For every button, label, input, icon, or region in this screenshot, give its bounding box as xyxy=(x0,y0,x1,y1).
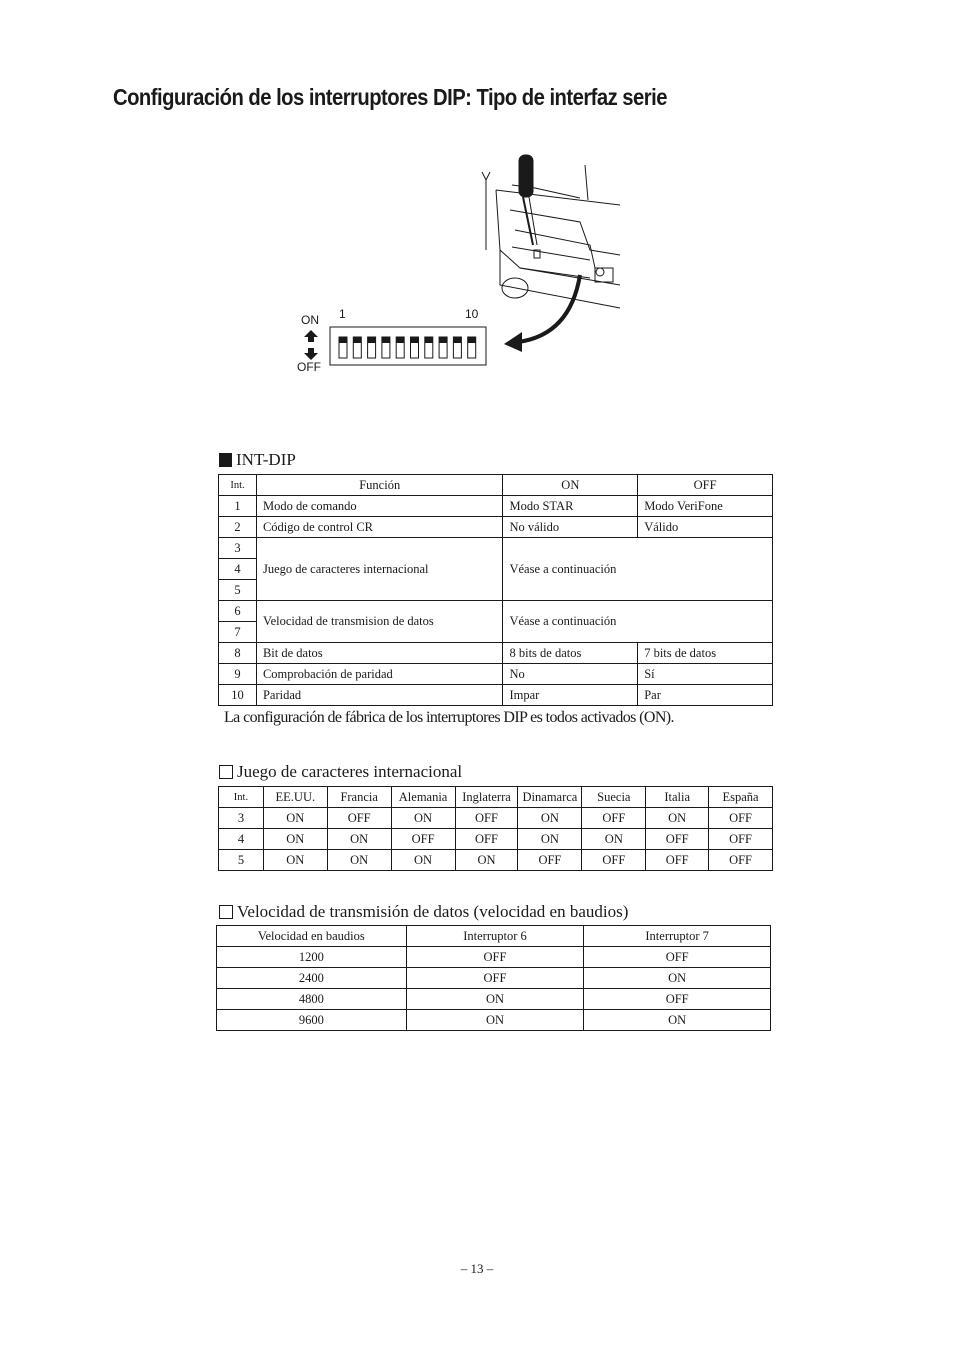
dip-switch-lever xyxy=(411,337,419,343)
table-header: Alemania xyxy=(391,787,455,808)
table-cell: 4 xyxy=(219,559,257,580)
table-row xyxy=(219,517,773,538)
dip-switch-lever xyxy=(339,337,347,343)
table-cell: 9600 xyxy=(217,1010,407,1031)
table-cell: ON xyxy=(327,850,391,871)
page-number: – 13 – xyxy=(460,1261,494,1276)
table-header-row xyxy=(219,475,773,496)
dip-switch-lever xyxy=(382,337,390,343)
table-header: España xyxy=(709,787,773,808)
table-header-row xyxy=(219,787,773,808)
table-header: Dinamarca xyxy=(518,787,582,808)
table-cell: Modo VeriFone xyxy=(638,496,773,517)
table-cell: 5 xyxy=(219,580,257,601)
table-cell: 10 xyxy=(219,685,257,706)
dip-switch-lever xyxy=(468,337,476,343)
table-row xyxy=(217,947,771,968)
table-header: Velocidad en baudios xyxy=(217,926,407,947)
filled-square-icon xyxy=(219,453,232,467)
table-cell: ON xyxy=(391,808,455,829)
page-title: Configuración de los interruptores DIP: Tipo de interfaz serie xyxy=(113,84,667,110)
charset-heading xyxy=(219,762,462,782)
table-cell: ON xyxy=(518,808,582,829)
table-cell: 7 xyxy=(219,622,257,643)
table-cell: ON xyxy=(406,989,584,1010)
dip-switch-lever xyxy=(453,337,461,343)
table-header: Int. xyxy=(219,475,257,496)
printer-dip-illustration xyxy=(290,150,630,380)
table-cell: OFF xyxy=(584,989,771,1010)
table-cell: Véase a continuación xyxy=(503,538,773,601)
table-header: ON xyxy=(503,475,638,496)
intdip-table xyxy=(218,474,773,706)
dip-switch-figure xyxy=(290,150,630,380)
table-cell: OFF xyxy=(406,947,584,968)
table-cell: Válido xyxy=(638,517,773,538)
table-cell: ON xyxy=(582,829,646,850)
table-row xyxy=(219,601,773,622)
table-cell: No válido xyxy=(503,517,638,538)
table-row xyxy=(219,685,773,706)
table-cell: ON xyxy=(584,1010,771,1031)
table-header: Francia xyxy=(327,787,391,808)
table-cell: ON xyxy=(327,829,391,850)
table-row xyxy=(219,496,773,517)
table-cell: 1200 xyxy=(217,947,407,968)
table-cell: Véase a continuación xyxy=(503,601,773,643)
table-cell: 8 xyxy=(219,643,257,664)
table-cell: Sí xyxy=(638,664,773,685)
table-row xyxy=(219,538,773,559)
table-header: Interruptor 6 xyxy=(406,926,584,947)
table-cell: Comprobación de paridad xyxy=(256,664,503,685)
table-cell: 2 xyxy=(219,517,257,538)
table-row xyxy=(219,850,773,871)
table-cell: OFF xyxy=(455,829,518,850)
on-label: ON xyxy=(301,313,319,327)
table-cell: Par xyxy=(638,685,773,706)
table-cell: Modo STAR xyxy=(503,496,638,517)
table-header: Italia xyxy=(646,787,709,808)
table-cell: Juego de caracteres internacional xyxy=(256,538,503,601)
table-cell: OFF xyxy=(518,850,582,871)
table-cell: OFF xyxy=(582,850,646,871)
table-cell: 8 bits de datos xyxy=(503,643,638,664)
table-cell: OFF xyxy=(709,850,773,871)
table-cell: ON xyxy=(263,808,327,829)
table-cell: ON xyxy=(518,829,582,850)
table-cell: Velocidad de transmision de datos xyxy=(256,601,503,643)
table-cell: ON xyxy=(455,850,518,871)
table-cell: No xyxy=(503,664,638,685)
table-cell: OFF xyxy=(709,829,773,850)
table-cell: Bit de datos xyxy=(256,643,503,664)
table-cell: OFF xyxy=(455,808,518,829)
table-cell: 5 xyxy=(219,850,264,871)
table-cell: OFF xyxy=(584,947,771,968)
switch-end-label: 10 xyxy=(465,307,479,321)
intdip-heading xyxy=(219,450,296,470)
table-cell: ON xyxy=(584,968,771,989)
table-row xyxy=(219,808,773,829)
baud-heading xyxy=(219,902,628,922)
table-cell: OFF xyxy=(391,829,455,850)
table-cell: 3 xyxy=(219,808,264,829)
table-cell: 2400 xyxy=(217,968,407,989)
table-cell: OFF xyxy=(406,968,584,989)
charset-heading-text: Juego de caracteres internacional xyxy=(237,762,463,781)
empty-square-icon xyxy=(219,765,233,779)
dip-switch-lever xyxy=(396,337,404,343)
intdip-heading-text: INT-DIP xyxy=(236,450,296,469)
charset-table xyxy=(218,786,773,871)
table-row xyxy=(219,643,773,664)
table-header: Suecia xyxy=(582,787,646,808)
table-cell: OFF xyxy=(646,850,709,871)
table-cell: OFF xyxy=(646,829,709,850)
table-header: Función xyxy=(256,475,503,496)
table-cell: OFF xyxy=(327,808,391,829)
empty-square-icon xyxy=(219,905,233,919)
table-cell: 3 xyxy=(219,538,257,559)
table-cell: 6 xyxy=(219,601,257,622)
table-row xyxy=(219,664,773,685)
table-cell: 4800 xyxy=(217,989,407,1010)
table-cell: ON xyxy=(646,808,709,829)
table-cell: ON xyxy=(263,850,327,871)
table-header: OFF xyxy=(638,475,773,496)
table-header: Inglaterra xyxy=(455,787,518,808)
table-cell: Código de control CR xyxy=(256,517,503,538)
off-label: OFF xyxy=(297,360,321,374)
dip-switch-lever xyxy=(368,337,376,343)
table-cell: 1 xyxy=(219,496,257,517)
table-cell: 4 xyxy=(219,829,264,850)
dip-switch-lever xyxy=(353,337,361,343)
table-header: Int. xyxy=(219,787,264,808)
table-cell: ON xyxy=(391,850,455,871)
table-cell: Impar xyxy=(503,685,638,706)
table-cell: 7 bits de datos xyxy=(638,643,773,664)
table-cell: ON xyxy=(406,1010,584,1031)
switch-start-label: 1 xyxy=(339,307,346,321)
table-row xyxy=(219,829,773,850)
table-header: Interruptor 7 xyxy=(584,926,771,947)
table-row xyxy=(217,989,771,1010)
baud-heading-text: Velocidad de transmisión de datos (velocidad en baudios) xyxy=(237,902,629,921)
dip-switch-lever xyxy=(425,337,433,343)
table-cell: Modo de comando xyxy=(256,496,503,517)
table-cell: Paridad xyxy=(256,685,503,706)
table-header-row xyxy=(217,926,771,947)
table-header: EE.UU. xyxy=(263,787,327,808)
dip-switch-lever xyxy=(439,337,447,343)
table-cell: OFF xyxy=(709,808,773,829)
table-cell: ON xyxy=(263,829,327,850)
baud-table xyxy=(216,925,771,1031)
factory-setting-note: La configuración de fábrica de los interruptores DIP es todos activados (ON). xyxy=(224,709,674,726)
table-cell: 9 xyxy=(219,664,257,685)
table-row xyxy=(217,968,771,989)
table-cell: OFF xyxy=(582,808,646,829)
table-row xyxy=(217,1010,771,1031)
